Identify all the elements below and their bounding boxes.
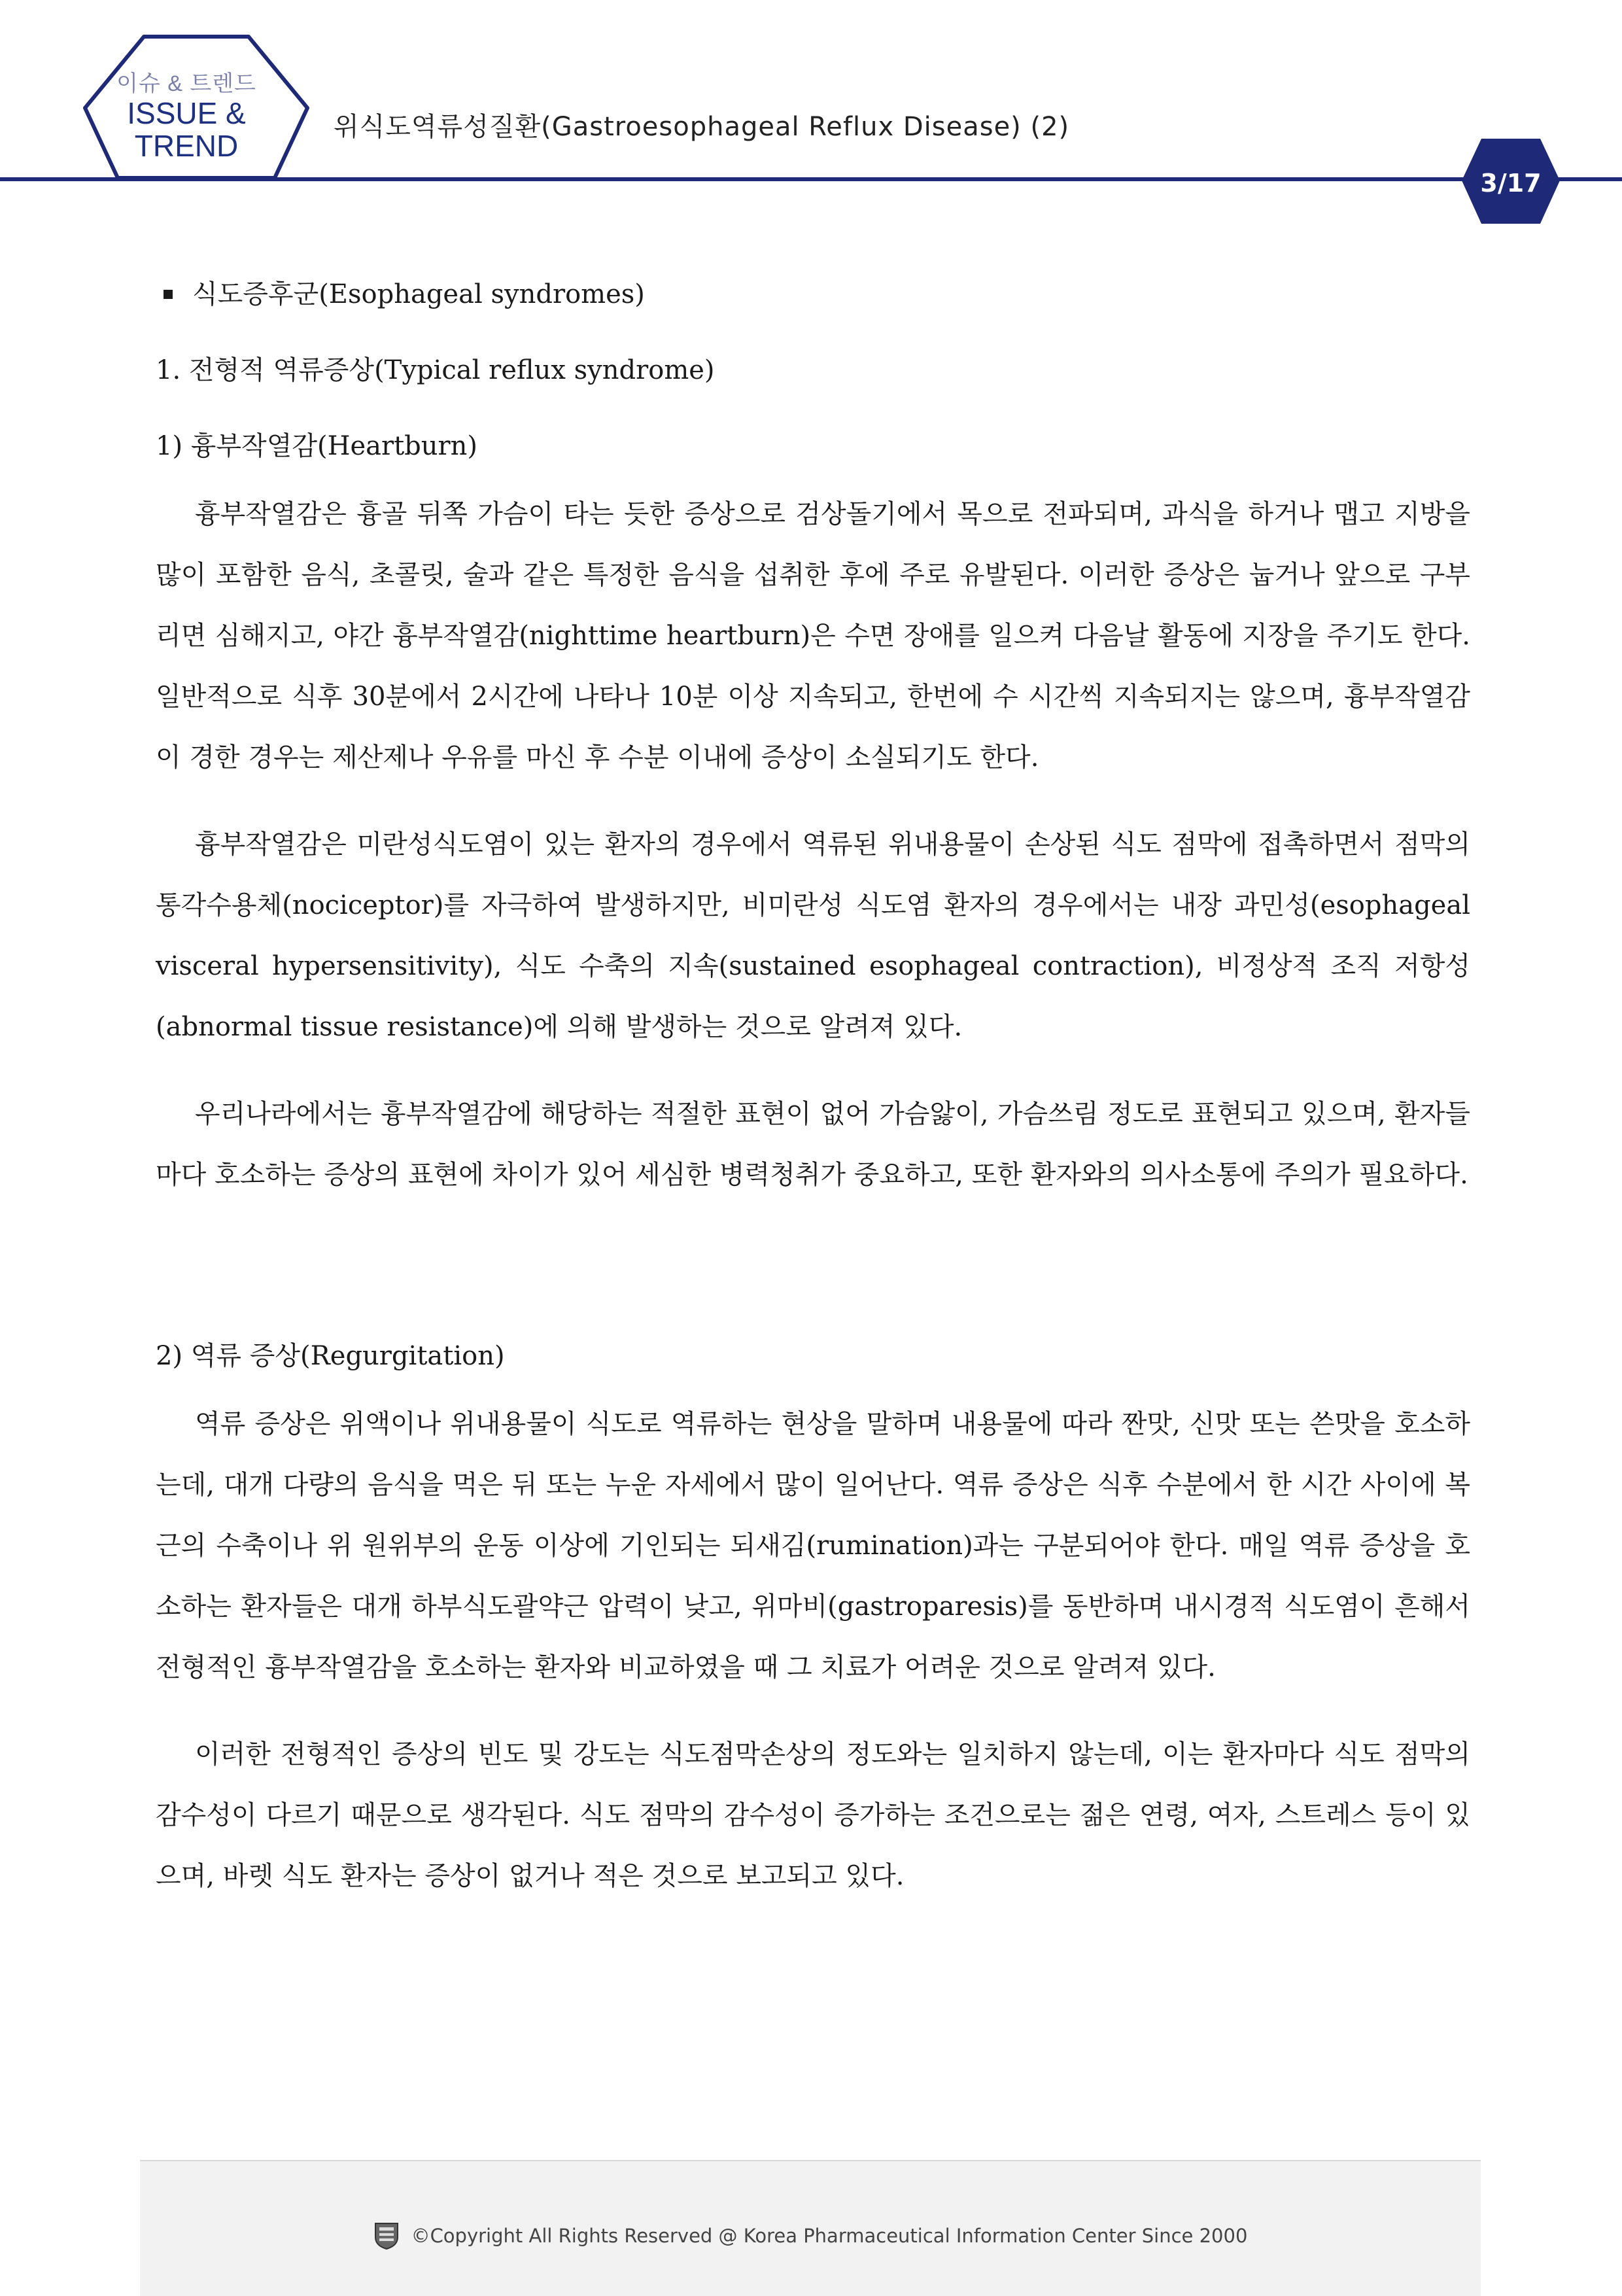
subsection-heading-heartburn: 1) 흉부작열감(Heartburn) <box>156 431 478 461</box>
section-heading-esophageal-syndromes <box>156 275 1470 314</box>
document-body <box>156 275 1470 1907</box>
subsection-heading-regurgitation: 2) 역류 증상(Regurgitation) <box>156 1341 505 1371</box>
section-heading-text: 식도증후군(Esophageal syndromes) <box>192 279 645 309</box>
paragraph-heartburn-2: 흉부작열감은 미란성식도염이 있는 환자의 경우에서 역류된 위내용물이 손상된 식도 점막에 접촉하면서 점막의 통각수용체(nociceptor)를 자극하여 발생하지만, 비미란성 식도염 환자의 경우에서는 내장 과민성(esophageal visceral hypersensitivity), 식도 수축의 지속(sustained esophageal contraction), 비정상적 조직 저항성(abnormal tissue resistance)에 의해 발생하는 것으로 알려져 있다. <box>156 829 1470 1042</box>
badge-subtitle: 이슈 & 트렌드 <box>116 71 256 96</box>
issue-trend-badge <box>98 71 275 162</box>
subsection-heading-typical-reflux: 1. 전형적 역류증상(Typical reflux syndrome) <box>156 355 715 385</box>
paragraph-regurgitation-2: 이러한 전형적인 증상의 빈도 및 강도는 식도점막손상의 정도와는 일치하지 않는데, 이는 환자마다 식도 점막의 감수성이 다르기 때문으로 생각된다. 식도 점막의 감수성이 증가하는 조건으로는 젊은 연령, 여자, 스트레스 등이 있으며, 바렛 식도 환자는 증상이 없거나 적은 것으로 보고되고 있다. <box>156 1739 1470 1891</box>
page-footer <box>140 2160 1481 2296</box>
page-number: 3/17 <box>1480 169 1542 198</box>
paragraph-heartburn-1: 흉부작열감은 흉골 뒤쪽 가슴이 타는 듯한 증상으로 검상돌기에서 목으로 전파되며, 과식을 하거나 맵고 지방을 많이 포함한 음식, 초콜릿, 술과 같은 특정한 음식을 섭취한 후에 주로 유발된다. 이러한 증상은 눕거나 앞으로 구부리면 심해지고, 야간 흉부작열감(nighttime heartburn)은 수면 장애를 일으켜 다음날 활동에 지장을 주기도 한다. 일반적으로 식후 30분에서 2시간에 나타나 10분 이상 지속되고, 한번에 수 시간씩 지속되지는 않으며, 흉부작열감이 경한 경우는 제산제나 우유를 마신 후 수분 이내에 증상이 소실되기도 한다. <box>156 499 1470 773</box>
badge-line-1: ISSUE & <box>127 96 246 130</box>
badge-line-2: TREND <box>134 129 239 163</box>
copyright-text: ©Copyright All Rights Reserved @ Korea Pharmaceutical Information Center Since 2000 <box>411 2225 1248 2247</box>
square-bullet-icon <box>164 290 173 299</box>
paragraph-regurgitation-1: 역류 증상은 위액이나 위내용물이 식도로 역류하는 현상을 말하며 내용물에 따라 짠맛, 신맛 또는 쓴맛을 호소하는데, 대개 다량의 음식을 먹은 뒤 또는 누운 자세에서 많이 일어난다. 역류 증상은 식후 수분에서 한 시간 사이에 복근의 수축이나 위 원위부의 운동 이상에 기인되는 되새김(rumination)과는 구분되어야 한다. 매일 역류 증상을 호소하는 환자들은 대개 하부식도괄약근 압력이 낮고, 위마비(gastroparesis)를 동반하며 내시경적 식도염이 흔해서 전형적인 흉부작열감을 호소하는 환자와 비교하였을 때 그 치료가 어려운 것으로 알려져 있다. <box>156 1409 1470 1682</box>
paragraph-heartburn-3: 우리나라에서는 흉부작열감에 해당하는 적절한 표현이 없어 가슴앓이, 가슴쓰림 정도로 표현되고 있으며, 환자들마다 호소하는 증상의 표현에 차이가 있어 세심한 병력청취가 중요하고, 또한 환자와의 의사소통에 주의가 필요하다. <box>156 1099 1470 1190</box>
document-title: 위식도역류성질환(Gastroesophageal Reflux Disease) (2) <box>334 112 1070 142</box>
page-header <box>0 0 1622 235</box>
kpic-shield-icon <box>373 2221 400 2250</box>
